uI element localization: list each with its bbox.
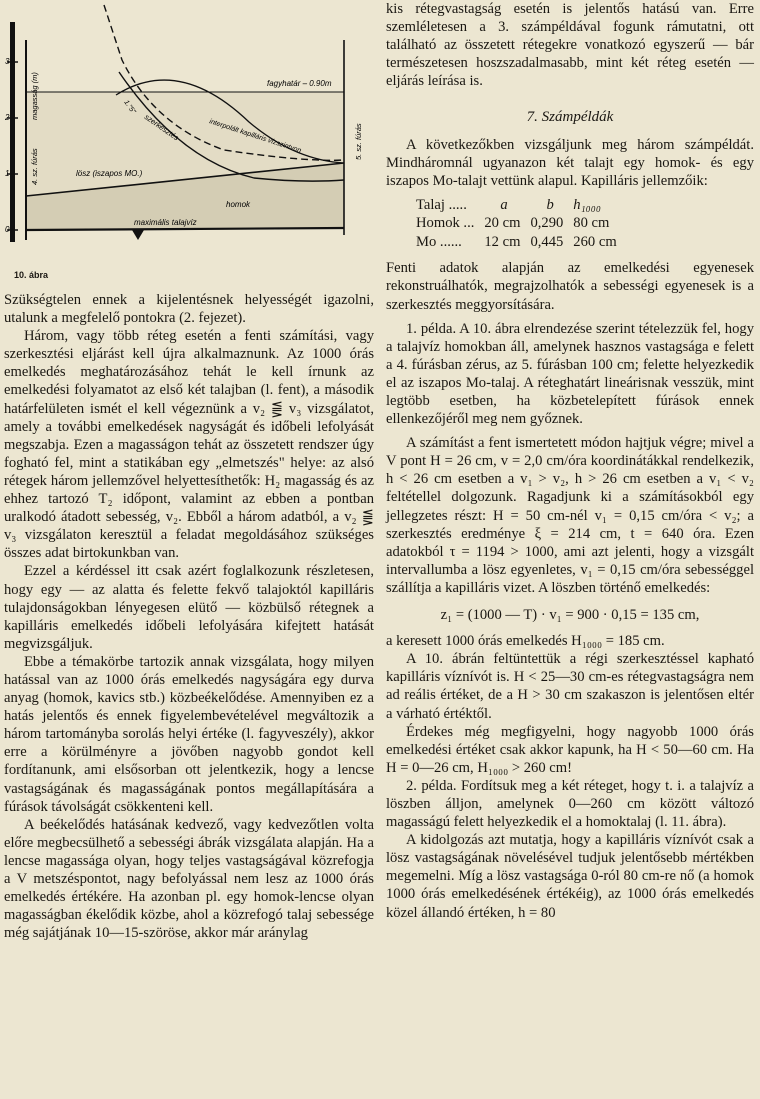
table-cell: Homok ... xyxy=(416,215,475,232)
right-paragraph-1: A következőkben vizsgáljunk meg három számpéldát. Mindháromnál ugyanazon két talajt egy homok- és egy iszapos Mo-talajt vettünk alapul. Kapilláris jellemzőik: xyxy=(386,136,754,189)
height-axis xyxy=(10,22,15,242)
table-header-row xyxy=(416,196,627,215)
left-paragraph-5: A beékelődés hatásának kedvező, vagy kedvezőtlen volta előre megbecsülhető a sebességi ábrák vizsgálata alapján. Ha a lencse magassága olyan, hogy teljes vastagságával közrefogja a V metszéspontot, nagy befolyással nem lesz az 1000 órás emelkedés értékére. Ha azonban pl. egy homok-lencse olyan magasságban ékelődik közbe, ahol a közrefogó talaj sebessége még sajátjának 10—15-szöröse, akkor már aránylag xyxy=(4,816,374,942)
table-cell: 80 cm xyxy=(573,215,610,232)
groundwater-label: maximális talajvíz xyxy=(134,218,197,227)
right-paragraph-3: 1. példa. A 10. ábra elrendezése szerint tételezzük fel, hogy a talajvíz homokban áll, amelynek hasznos vastagsága e felett a 4. fúrásban zérus, az 5. fúrásban 100 cm; felette helyezkedik el az iszapos Mo-talaj. A réteghatárt lineárisnak vesszük, mint legtöbb esetben, ha közbetelepített fúrások ennek ellenkezőjéről meg nem győznek. xyxy=(386,320,754,428)
tick-1: 1 xyxy=(5,169,10,178)
height-axis-label: magasság (m) xyxy=(30,72,39,120)
right-column xyxy=(386,0,754,922)
left-column xyxy=(4,0,374,942)
table-cell: 0,445 xyxy=(530,233,564,250)
tick-0: 0 xyxy=(5,225,10,234)
right-paragraph-5: a keresett 1000 órás emelkedés H₁₀₀₀ = 185 cm. xyxy=(386,633,665,650)
soil-profile-diagram xyxy=(4,0,374,291)
left-paragraph-3: Ezzel a kérdéssel itt csak azért foglalkozunk részletesen, hogy egy — az alatta és felette fekvő talajoktól kapilláris tulajdonságokban lényegesen elütő — közbülső rétegnek a kapilláris emelkedés időbeli lefolyására kifejtett hatását megvizsgáljuk. xyxy=(4,563,374,652)
right-paragraph-7: Érdekes még megfigyelni, hogy nagyobb 1000 órás emelkedési értéket csak akkor kapunk, ha H < 50—60 cm. Ha H = 0—26 cm, H₁₀₀₀ > 260 cm! xyxy=(386,723,754,776)
left-paragraph-2: Három, vagy több réteg esetén a fenti számítási, vagy szerkesztési eljárást kell újra alkalmaznunk. Az 1000 órás emelkedés meghatározásához tehát le kell írnunk az emelkedési folyamatot az első két talajban (l. fent), a második határfelületen ismét el kell végeznünk a v₂ ⪋ v₃ vizsgálatot, amely a további emelkedések nagyságát és időbeli lefolyását megszabja. Ezen a magasságon tehát az összetett rendszer úgy fogható fel, mint a statikában egy „elmetszés" helye: az alsó rétegek három jellemzővel helyettesíthetők: H₂ magasság és az ehhez tartozó T₂ időpont, valamint az ebben a pontban uralkodó átadott sebesség, v₂. Ebből a három adatból, a v₂ ⪋ v₃ vizsgálaton keresztül a feladat megoldásához szükséges összes adat birtokunkban van. xyxy=(4,328,374,562)
table-header-cell: a xyxy=(500,196,508,213)
sand-label: homok xyxy=(226,200,251,209)
table-header-cell: b xyxy=(546,196,554,213)
frost-label: fagyhatár – 0.90m xyxy=(267,79,332,88)
table-row xyxy=(416,214,627,233)
right-paragraph-9: A kidolgozás azt mutatja, hogy a kapilláris víznívót csak a lösz vastagságának növelésével tudjuk jelentősebb mértékben megemelni. Míg a lösz vastagsága 0-ról 80 cm-re nő (a homok 1000 órás emelkedésének értékéig), az 1000 órás emelkedés közel állandó értéken, h = 80 xyxy=(386,832,754,921)
right-paragraph-0: kis rétegvastagság esetén is jelentős hatású van. Erre szemléletesen a 3. számpéldával fogunk rámutatni, ott található az összetett rétegekre vonatkozó egyszerű — bár természetesen hoszszadalmasabb, mint két réteg esetén — eljárás leírása is. xyxy=(386,1,754,90)
formula: z₁ = (1000 — T) · v₁ = 900 · 0,15 = 135 cm, xyxy=(440,607,700,624)
right-paragraph-8: 2. példa. Fordítsuk meg a két réteget, hogy t. i. a talajvíz a löszben álljon, amelynek 0—260 cm között változó magasságú felett helyezkedik el a homoktalaj (l. 11. ábra). xyxy=(386,777,754,831)
groundwater-marker-icon xyxy=(132,230,144,240)
left-paragraph-1: Szükségtelen ennek a kijelentésnek helyességét igazolni, utalunk a megfelelő pontokra (2. fejezet). xyxy=(4,292,374,327)
soil-properties-table xyxy=(416,196,627,252)
curve-number-label: 1."5" xyxy=(122,99,137,116)
table-cell: Mo ...... xyxy=(416,233,462,250)
tick-3: 3 xyxy=(5,57,10,66)
interpolated-label: interpolált kapilláris vízszintvon xyxy=(208,118,302,155)
construction-label: szerkesztés xyxy=(142,112,181,143)
table-row xyxy=(416,233,627,252)
left-paragraph-4: Ebbe a témakörbe tartozik annak vizsgálata, hogy milyen hatással van az 1000 órás emelkedés nagyságára egy durva anyag (homok, kavics stb.) közbeékelődése. Amennyiben ez a hatás jelentős és ennek figyelembevételével megváltozik a három tartományba sorolás helyi értéke (l. fagyveszély), akkor erre a körülményre a jövőben nagyobb gondot kell fordítanunk, ami elsősorban ott jelentkezik, hogy a lencse vastagságának és magasságának pontos megállapítására a fúrások távolságát csökkenteni kell. xyxy=(4,653,374,815)
well-4-label: 4. sz. fúrás xyxy=(30,148,39,185)
figure-caption: 10. ábra xyxy=(14,270,49,280)
table-header-cell: h₁₀₀₀ xyxy=(573,196,601,213)
table-cell: 0,290 xyxy=(530,215,564,232)
right-paragraph-6: A 10. ábrán feltüntettük a régi szerkesztéssel kapható kapilláris víznívót is. H < 25—30 cm-es rétegvastagságra nem ad reális értéket, de a H > 30 cm szakaszon is jelentősen eltér a várható értéktől. xyxy=(386,651,754,722)
right-paragraph-2: Fenti adatok alapján az emelkedési egyenesek rekonstruálhatók, megrajzolhatók a sebességi egyenesek is a szerkesztés meggyorsítására. xyxy=(386,260,754,313)
loess-label: lösz (iszapos MO.) xyxy=(76,169,143,178)
table-header-cell: Talaj ..... xyxy=(416,196,467,213)
tick-2: 2 xyxy=(5,113,10,122)
table-cell: 12 cm xyxy=(484,233,521,250)
right-paragraph-4: A számítást a fent ismertetett módon hajtjuk végre; mivel a V pont H = 26 cm, v = 2,0 cm/óra koordinátákkal rendelkezik, h < 26 cm esetben a v₁ > v₂, h > 26 cm esetben a v₁ < v₂ feltétellel dolgozunk. Ragadjunk ki a számításokból egy jellegzetes részt: H = 50 cm-nél v₁ = 0,15 cm/óra < v₂; a szerkesztés eredménye ξ = 214 cm, t = 640 óra. Ezen adatokból τ = 1194 > 1000, ami azt jelenti, hogy a vizsgált intervallumba a lösz egyenletes, v₁ = 0,15 cm/óra sebességgel szállítja a kapilláris vizet. A löszben történő emelkedés: xyxy=(386,435,754,596)
table-cell: 20 cm xyxy=(484,215,521,232)
table-cell: 260 cm xyxy=(573,233,617,250)
figure-10 xyxy=(4,0,374,291)
section-heading: 7. Számpéldák xyxy=(526,109,614,126)
well-5-label: 5. sz. fúrás xyxy=(354,123,363,160)
